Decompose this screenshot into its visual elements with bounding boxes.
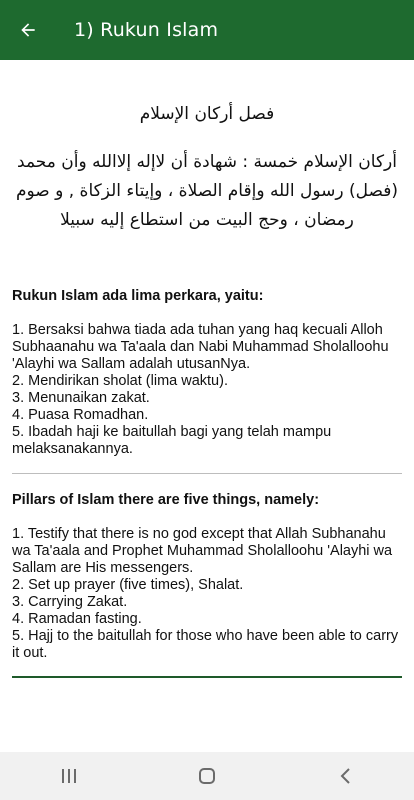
indonesian-list xyxy=(12,322,404,458)
english-list xyxy=(12,526,404,662)
arabic-heading: فصل أركان الإسلام xyxy=(139,104,275,124)
list-item: 5. Ibadah haji ke baitullah bagi yang telah mampu melaksanakannya. xyxy=(12,424,332,457)
home-button[interactable] xyxy=(177,752,237,800)
list-item: 4. Ramadan fasting. xyxy=(12,611,142,627)
list-item: 4. Puasa Romadhan. xyxy=(12,407,149,423)
system-back-button[interactable] xyxy=(315,752,375,800)
system-nav-bar xyxy=(0,752,414,800)
recent-apps-button[interactable] xyxy=(39,752,99,800)
recent-apps-icon xyxy=(60,768,78,784)
list-item: 3. Menunaikan zakat. xyxy=(12,390,150,406)
section-divider xyxy=(12,473,402,474)
indonesian-heading: Rukun Islam ada lima perkara, yaitu: xyxy=(12,288,264,304)
content-area[interactable] xyxy=(0,60,414,752)
list-item: 5. Hajj to the baitullah for those who have been able to carry it out. xyxy=(12,628,399,661)
list-item: 2. Mendirikan sholat (lima waktu). xyxy=(12,373,228,389)
page-title: 1) Rukun Islam xyxy=(74,19,219,41)
list-item: 1. Testify that there is no god except that Allah Subhanahu wa Ta'aala and Prophet Muhammad Sholalloohu 'Alayhi wa Sallam are His messengers. xyxy=(12,526,393,576)
english-heading: Pillars of Islam there are five things, namely: xyxy=(12,492,320,508)
list-item: 3. Carrying Zakat. xyxy=(12,594,128,610)
arrow-left-icon xyxy=(18,20,38,40)
content-end-divider xyxy=(12,676,402,678)
app-bar xyxy=(0,0,414,60)
back-chevron-icon xyxy=(338,767,352,785)
list-item: 1. Bersaksi bahwa tiada ada tuhan yang haq kecuali Alloh Subhaanahu wa Ta'aala dan Nabi Muhammad Sholalloohu 'Alayhi wa Sallam adalah utusanNya. xyxy=(12,322,389,372)
home-icon xyxy=(198,767,216,785)
arabic-body: أركان الإسلام خمسة : شهادة أن لاإله إلاالله وأن محمد (فصل) رسول الله وإقام الصلاة ، وإيتاء الزكاة , و صوم رمضان ، وحج البيت من استطاع إليه سبيلا xyxy=(15,152,398,230)
list-item: 2. Set up prayer (five times), Shalat. xyxy=(12,577,244,593)
back-button[interactable] xyxy=(0,0,56,60)
